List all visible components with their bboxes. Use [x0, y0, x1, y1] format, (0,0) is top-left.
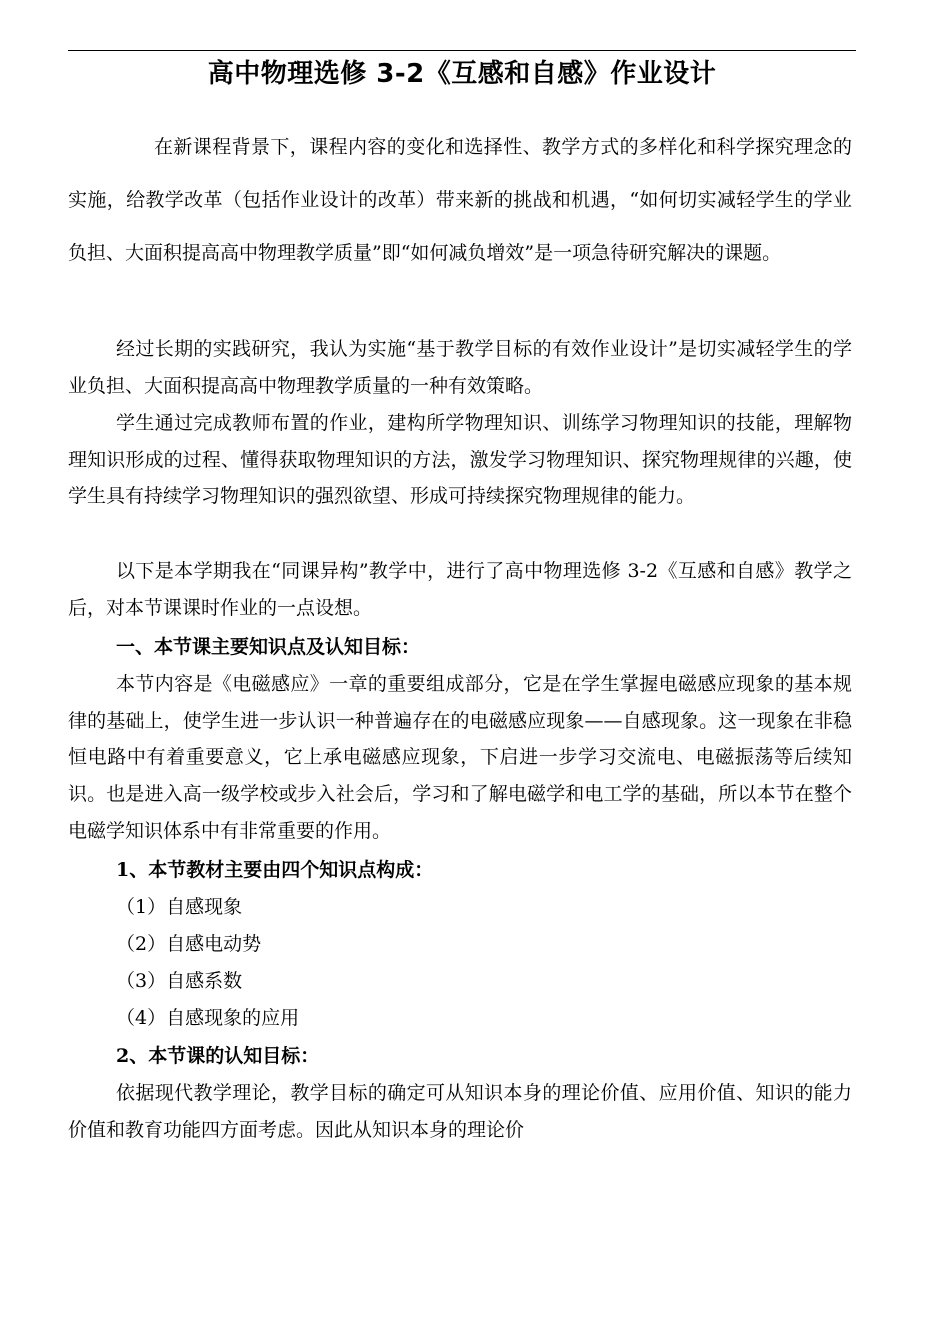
- knowledge-point-item: （4）自感现象的应用: [116, 1007, 300, 1029]
- purpose-paragraph: 学生通过完成教师布置的作业，建构所学物理知识、训练学习物理知识的技能，理解物理知识形成的过程、懂得获取物理知识的方法，激发学习物理知识、探究物理规律的兴趣，使学生具有持续学习物理知识的强烈欲望、形成可持续探究物理规律的能力。: [68, 412, 852, 508]
- section-1-heading: 一、本节课主要知识点及认知目标：: [116, 636, 421, 658]
- subsection-1-heading: 1、本节教材主要由四个知识点构成：: [116, 859, 434, 881]
- knowledge-point-item: （2）自感电动势: [116, 933, 262, 955]
- document-title: 高中物理选修 3-2《互感和自感》作业设计: [207, 59, 717, 89]
- section-1-paragraph: 本节内容是《电磁感应》一章的重要组成部分，它是在学生掌握电磁感应现象的基本规律的基础上，使学生进一步认识一种普遍存在的电磁感应现象——自感现象。这一现象在非稳恒电路中有着重要意义，它上承电磁感应现象，下启进一步学习交流电、电磁振荡等后续知识。也是进入高一级学校或步入社会后，学习和了解电磁学和电工学的基础，所以本节在整个电磁学知识体系中有非常重要的作用。: [68, 673, 852, 842]
- subsection-2-paragraph: 依据现代教学理论，教学目标的确定可从知识本身的理论价值、应用价值、知识的能力价值和教育功能四方面考虑。因此从知识本身的理论价: [68, 1082, 852, 1141]
- strategy-paragraph: 经过长期的实践研究，我认为实施“基于教学目标的有效作业设计”是切实减轻学生的学业负担、大面积提高高中物理教学质量的一种有效策略。: [68, 338, 852, 397]
- subsection-2-heading: 2、本节课的认知目标：: [116, 1045, 320, 1067]
- context-paragraph: 以下是本学期我在“同课异构”教学中，进行了高中物理选修 3-2《互感和自感》教学之后，对本节课课时作业的一点设想。: [68, 560, 852, 619]
- knowledge-point-item: （1）自感现象: [116, 896, 243, 918]
- header-rule: [68, 50, 856, 51]
- knowledge-point-item: （3）自感系数: [116, 970, 243, 992]
- intro-paragraph: 在新课程背景下，课程内容的变化和选择性、教学方式的多样化和科学探究理念的实施，给教学改革（包括作业设计的改革）带来新的挑战和机遇，“如何切实减轻学生的学业负担、大面积提高高中物理教学质量”即“如何减负增效”是一项急待研究解决的课题。: [68, 136, 852, 264]
